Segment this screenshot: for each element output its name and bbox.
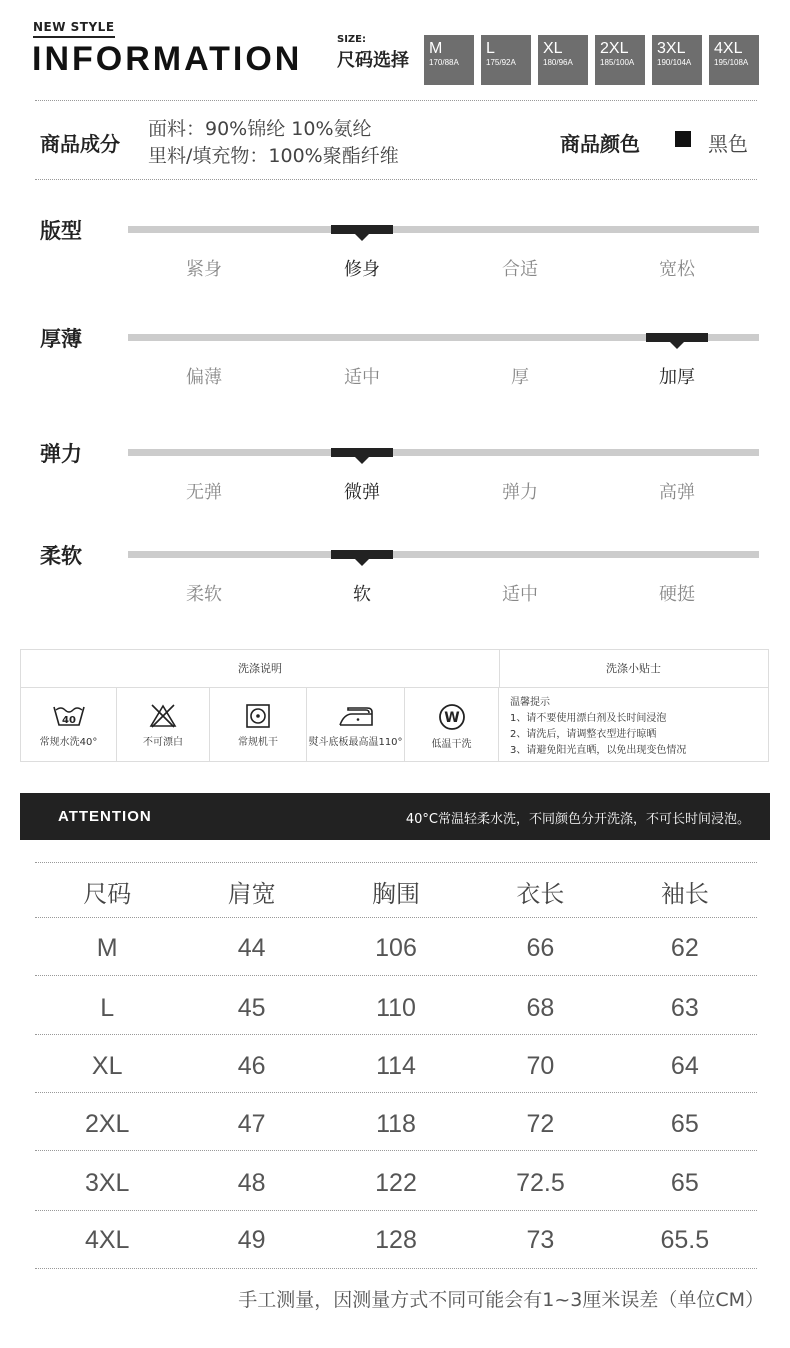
attribute-label: 厚薄	[40, 327, 82, 351]
wash-tips	[510, 695, 686, 759]
tip-item: 1、请不要使用漂白剂及长时间浸泡	[510, 713, 667, 724]
table-cell: 65	[670, 1110, 699, 1138]
divider	[35, 100, 757, 101]
column-header: 尺码	[83, 880, 132, 908]
table-cell: 45	[237, 994, 266, 1022]
attribute-marker	[331, 225, 393, 234]
attribute-option: 厚	[511, 367, 529, 388]
row-divider	[35, 1092, 757, 1093]
attribute-option: 宽松	[659, 259, 695, 280]
table-cell: 62	[670, 934, 699, 962]
size-chip[interactable]	[709, 35, 759, 85]
size-label-en: SIZE:	[337, 34, 367, 45]
attribute-track	[128, 551, 759, 558]
attribute-option: 高弹	[659, 482, 695, 503]
attribute-option: 弹力	[502, 482, 538, 503]
table-cell: 65.5	[660, 1226, 710, 1254]
size-chip[interactable]	[424, 35, 474, 85]
attribute-option: 偏薄	[186, 367, 222, 388]
size-chip-label: M	[429, 40, 443, 57]
tip-item: 2、请洗后，请调整衣型进行晾晒	[510, 729, 657, 740]
wash-temp-text: 40	[61, 715, 76, 726]
divider	[35, 179, 757, 180]
attribute-option: 适中	[344, 367, 380, 388]
no-bleach-cell	[117, 687, 210, 761]
attribute-option: 软	[353, 584, 371, 605]
size-chip-measure: 175/92A	[486, 58, 516, 67]
table-row	[35, 1110, 757, 1139]
table-cell: 114	[376, 1052, 416, 1080]
table-cell: 70	[526, 1052, 555, 1080]
table-cell: 118	[376, 1110, 416, 1138]
size-chip[interactable]	[538, 35, 588, 85]
tumble-dry-icon	[244, 703, 272, 729]
attribute-option: 柔软	[186, 584, 222, 605]
table-cell: 64	[670, 1052, 699, 1080]
tips-header: 洗涤小贴士	[499, 650, 768, 688]
fabric-line: 面料：90%锦纶 10%氨纶	[148, 118, 372, 140]
column-header: 衣长	[516, 880, 565, 908]
size-label-cn: 尺码选择	[337, 50, 409, 71]
size-chip-measure: 185/100A	[600, 58, 635, 67]
color-value: 黑色	[708, 132, 748, 156]
color-label: 商品颜色	[560, 132, 640, 156]
attribute-track	[128, 226, 759, 233]
table-cell: L	[100, 994, 115, 1022]
table-cell: 63	[670, 994, 699, 1022]
dry-clean-cell	[405, 687, 499, 761]
wash-40-label: 常规水洗40°	[39, 737, 98, 748]
table-cell: XL	[91, 1052, 123, 1080]
table-cell: 66	[526, 934, 555, 962]
iron-icon	[336, 703, 376, 729]
tip-item: 3、请避免阳光直晒，以免出现变色情况	[510, 745, 687, 756]
size-chip[interactable]	[652, 35, 702, 85]
table-cell: 110	[376, 994, 416, 1022]
table-cell: 72.5	[516, 1169, 565, 1197]
table-cell: 65	[670, 1169, 699, 1197]
row-divider	[35, 1210, 757, 1211]
attention-title: ATTENTION	[58, 808, 152, 825]
wash-40-icon	[52, 703, 86, 729]
tumble-dry-cell	[210, 687, 307, 761]
attribute-option: 微弹	[344, 482, 380, 503]
wash-40-cell	[21, 687, 117, 761]
page-title: INFORMATION	[32, 40, 303, 78]
size-selector-label	[337, 34, 409, 72]
attribute-option: 无弹	[186, 482, 222, 503]
attribute-option: 修身	[344, 259, 380, 280]
table-row	[35, 934, 757, 963]
dry-clean-w-icon	[437, 703, 467, 731]
table-cell: 122	[375, 1169, 417, 1197]
composition-label: 商品成分	[40, 132, 120, 156]
table-cell: 44	[237, 934, 266, 962]
table-cell: 4XL	[84, 1226, 130, 1254]
composition-text	[148, 116, 399, 170]
size-chips	[424, 35, 759, 85]
tumble-dry-label: 常规机干	[238, 737, 278, 748]
attribute-label: 版型	[40, 219, 82, 243]
row-divider	[35, 1034, 757, 1035]
wash-instructions	[20, 649, 769, 762]
color-swatch	[675, 131, 691, 147]
table-cell: 106	[375, 934, 417, 962]
column-header: 袖长	[660, 880, 709, 908]
size-chip-label: 3XL	[657, 40, 686, 57]
attribute-option: 合适	[502, 259, 538, 280]
size-chip[interactable]	[595, 35, 645, 85]
attribute-label: 弹力	[40, 442, 82, 466]
attribute-option: 紧身	[186, 259, 222, 280]
size-chip-measure: 195/108A	[714, 58, 749, 67]
table-cell: 47	[237, 1110, 266, 1138]
table-cell: 72	[526, 1110, 555, 1138]
no-bleach-label: 不可漂白	[143, 737, 183, 748]
attribute-marker	[331, 448, 393, 457]
table-cell: 3XL	[84, 1169, 130, 1197]
iron-label: 熨斗底板最高温110°	[308, 737, 403, 748]
table-cell: 128	[375, 1226, 417, 1254]
iron-cell	[307, 687, 405, 761]
row-divider	[35, 1150, 757, 1151]
attribute-option: 硬挺	[659, 584, 695, 605]
table-cell: 49	[237, 1226, 266, 1254]
row-divider	[35, 917, 757, 918]
wash-header: 洗涤说明	[21, 650, 500, 688]
table-row	[35, 994, 757, 1023]
size-chart-header	[35, 874, 757, 909]
tips-title: 温馨提示	[510, 697, 550, 708]
size-chip-measure: 180/96A	[543, 58, 573, 67]
size-chip-measure: 190/104A	[657, 58, 692, 67]
size-chip-measure: 170/88A	[429, 58, 459, 67]
new-style-tag: NEW STYLE	[33, 20, 115, 38]
size-chip-label: XL	[543, 40, 563, 57]
attribute-marker	[646, 333, 708, 342]
attribute-option: 适中	[502, 584, 538, 605]
attribute-marker	[331, 550, 393, 559]
column-header: 肩宽	[227, 880, 276, 908]
attribute-label: 柔软	[40, 544, 82, 568]
lining-line: 里料/填充物：100%聚酯纤维	[148, 145, 399, 167]
size-chip-label: 4XL	[714, 40, 743, 57]
no-bleach-icon	[148, 703, 178, 729]
size-chip[interactable]	[481, 35, 531, 85]
table-cell: 2XL	[84, 1110, 130, 1138]
table-row	[35, 1169, 757, 1198]
row-divider	[35, 975, 757, 976]
attention-banner	[20, 793, 770, 840]
table-cell: 73	[526, 1226, 555, 1254]
attribute-track	[128, 449, 759, 456]
size-chip-label: L	[486, 40, 495, 57]
attribute-option: 加厚	[659, 367, 695, 388]
table-row	[35, 1052, 757, 1081]
dry-clean-label: 低温干洗	[431, 739, 472, 750]
column-header: 胸围	[372, 880, 421, 908]
table-cell: 46	[237, 1052, 266, 1080]
row-divider	[35, 1268, 757, 1269]
dry-clean-letter: W	[443, 710, 460, 726]
table-cell: M	[96, 934, 118, 962]
table-cell: 68	[526, 994, 555, 1022]
table-row	[35, 1226, 757, 1255]
attention-message: 40°C常温轻柔水洗，不同颜色分开洗涤，不可长时间浸泡。	[405, 812, 750, 827]
table-cell: 48	[237, 1169, 266, 1197]
divider	[35, 862, 757, 863]
size-chip-label: 2XL	[600, 40, 629, 57]
measurement-note: 手工测量，因测量方式不同可能会有1~3厘米误差（单位CM）	[238, 1289, 764, 1311]
